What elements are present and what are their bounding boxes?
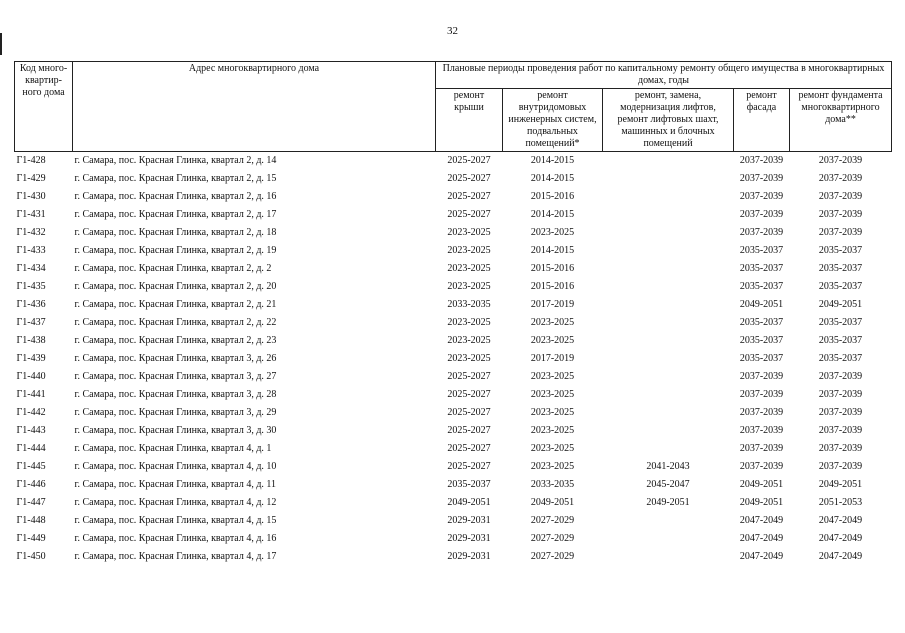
cell-code: Г1-433 [16, 245, 46, 256]
cell-elevators [603, 152, 734, 171]
cell-elevators [603, 332, 734, 350]
cell-engineering: 2017-2019 [530, 353, 575, 364]
cell-roof: 2023-2025 [447, 227, 491, 238]
cell-address: г. Самара, пос. Красная Глинка, квартал 4, д. 15 [74, 515, 277, 526]
table-row [15, 548, 892, 566]
cell-code: Г1-440 [16, 371, 46, 382]
cell-address: г. Самара, пос. Красная Глинка, квартал 2, д. 17 [74, 209, 277, 220]
cell-elevators [603, 278, 734, 296]
cell-engineering: 2015-2016 [530, 263, 575, 274]
table-row [15, 314, 892, 332]
cell-elevators: 2041-2043 [646, 461, 690, 472]
cell-elevators [603, 350, 734, 368]
cell-engineering: 2027-2029 [530, 515, 575, 526]
cell-code: Г1-437 [16, 317, 46, 328]
cell-elevators [603, 206, 734, 224]
cell-facade: 2037-2039 [739, 389, 784, 400]
cell-roof: 2025-2027 [447, 407, 491, 418]
header-elevators: ремонт, замена, модернизация лифтов, ремонт лифтовых шахт, машинных и блочных помещений [603, 89, 734, 152]
cell-foundation: 2035-2037 [818, 353, 863, 364]
cell-foundation: 2035-2037 [818, 335, 863, 346]
cell-engineering: 2023-2025 [530, 443, 575, 454]
cell-engineering: 2015-2016 [530, 281, 575, 292]
cell-engineering: 2014-2015 [530, 173, 575, 184]
cell-roof: 2023-2025 [447, 245, 491, 256]
cell-foundation: 2051-2053 [818, 497, 863, 508]
table-row [15, 458, 892, 476]
cell-roof: 2025-2027 [447, 173, 491, 184]
table-row [15, 530, 892, 548]
cell-elevators [603, 314, 734, 332]
cell-foundation: 2037-2039 [818, 209, 863, 220]
table-row [15, 278, 892, 296]
cell-elevators [603, 242, 734, 260]
cell-code: Г1-434 [16, 263, 46, 274]
header-foundation: ремонт фундамента многоквартирного дома** [790, 89, 892, 152]
cell-address: г. Самара, пос. Красная Глинка, квартал 2, д. 23 [74, 335, 277, 346]
cell-engineering: 2015-2016 [530, 191, 575, 202]
cell-facade: 2037-2039 [739, 443, 784, 454]
cell-address: г. Самара, пос. Красная Глинка, квартал 4, д. 12 [74, 497, 277, 508]
table-row [15, 494, 892, 512]
cell-elevators [603, 170, 734, 188]
cell-engineering: 2023-2025 [530, 389, 575, 400]
cell-facade: 2049-2051 [739, 497, 784, 508]
table-body [15, 152, 892, 567]
cell-roof: 2025-2027 [447, 155, 491, 166]
cell-facade: 2035-2037 [739, 335, 784, 346]
cell-engineering: 2023-2025 [530, 425, 575, 436]
cell-foundation: 2035-2037 [818, 263, 863, 274]
cell-engineering: 2023-2025 [530, 317, 575, 328]
table-row [15, 188, 892, 206]
cell-engineering: 2023-2025 [530, 407, 575, 418]
cell-elevators: 2049-2051 [646, 497, 690, 508]
cell-foundation: 2035-2037 [818, 281, 863, 292]
page-number: 32 [447, 25, 458, 37]
cell-roof: 2023-2025 [447, 281, 491, 292]
cell-elevators [603, 548, 734, 566]
header-facade: ремонт фасада [734, 89, 790, 152]
cell-foundation: 2035-2037 [818, 245, 863, 256]
cell-address: г. Самара, пос. Красная Глинка, квартал 2, д. 2 [74, 263, 272, 274]
cell-address: г. Самара, пос. Красная Глинка, квартал 3, д. 29 [74, 407, 277, 418]
table-row [15, 206, 892, 224]
cell-foundation: 2037-2039 [818, 443, 863, 454]
cell-code: Г1-450 [16, 551, 46, 562]
cell-foundation: 2037-2039 [818, 227, 863, 238]
cell-elevators [603, 530, 734, 548]
cell-facade: 2035-2037 [739, 281, 784, 292]
cell-code: Г1-435 [16, 281, 46, 292]
cell-roof: 2029-2031 [447, 515, 491, 526]
cell-elevators [603, 404, 734, 422]
cell-foundation: 2049-2051 [818, 299, 863, 310]
cell-foundation: 2037-2039 [818, 389, 863, 400]
cell-address: г. Самара, пос. Красная Глинка, квартал 4, д. 17 [74, 551, 277, 562]
cell-code: Г1-449 [16, 533, 46, 544]
table-row [15, 332, 892, 350]
cell-address: г. Самара, пос. Красная Глинка, квартал 2, д. 19 [74, 245, 277, 256]
cell-facade: 2037-2039 [739, 173, 784, 184]
cell-elevators [603, 512, 734, 530]
cell-engineering: 2023-2025 [530, 227, 575, 238]
cell-roof: 2025-2027 [447, 461, 491, 472]
cell-code: Г1-429 [16, 173, 46, 184]
cell-address: г. Самара, пос. Красная Глинка, квартал 3, д. 26 [74, 353, 277, 364]
cell-address: г. Самара, пос. Красная Глинка, квартал 2, д. 18 [74, 227, 277, 238]
cell-roof: 2025-2027 [447, 209, 491, 220]
cell-facade: 2037-2039 [739, 425, 784, 436]
table-row [15, 296, 892, 314]
cell-foundation: 2037-2039 [818, 407, 863, 418]
table-row [15, 350, 892, 368]
cell-code: Г1-448 [16, 515, 46, 526]
cell-code: Г1-443 [16, 425, 46, 436]
cell-foundation: 2037-2039 [818, 173, 863, 184]
cell-elevators [603, 188, 734, 206]
cell-address: г. Самара, пос. Красная Глинка, квартал 2, д. 16 [74, 191, 277, 202]
cell-facade: 2049-2051 [739, 299, 784, 310]
cell-facade: 2037-2039 [739, 191, 784, 202]
cell-foundation: 2037-2039 [818, 371, 863, 382]
cell-facade: 2047-2049 [739, 551, 784, 562]
cell-address: г. Самара, пос. Красная Глинка, квартал 3, д. 27 [74, 371, 277, 382]
cell-code: Г1-446 [16, 479, 46, 490]
cell-foundation: 2037-2039 [818, 461, 863, 472]
cell-roof: 2025-2027 [447, 389, 491, 400]
cell-facade: 2037-2039 [739, 371, 784, 382]
cell-facade: 2047-2049 [739, 515, 784, 526]
table-row [15, 242, 892, 260]
cell-address: г. Самара, пос. Красная Глинка, квартал 2, д. 22 [74, 317, 277, 328]
table-row [15, 170, 892, 188]
cell-roof: 2049-2051 [447, 497, 491, 508]
cell-roof: 2029-2031 [447, 551, 491, 562]
cell-foundation: 2049-2051 [818, 479, 863, 490]
cell-foundation: 2047-2049 [818, 533, 863, 544]
cell-roof: 2025-2027 [447, 443, 491, 454]
cell-code: Г1-430 [16, 191, 46, 202]
repair-schedule-table [14, 61, 892, 566]
cell-address: г. Самара, пос. Красная Глинка, квартал 2, д. 21 [74, 299, 277, 310]
cell-elevators [603, 440, 734, 458]
cell-elevators [603, 386, 734, 404]
cell-roof: 2023-2025 [447, 335, 491, 346]
cell-code: Г1-445 [16, 461, 46, 472]
cell-foundation: 2035-2037 [818, 317, 863, 328]
cell-roof: 2029-2031 [447, 533, 491, 544]
cell-code: Г1-441 [16, 389, 46, 400]
table-row [15, 260, 892, 278]
cell-engineering: 2023-2025 [530, 371, 575, 382]
cell-elevators [603, 422, 734, 440]
cell-facade: 2037-2039 [739, 155, 784, 166]
table-row [15, 512, 892, 530]
table-row [15, 404, 892, 422]
table-row [15, 386, 892, 404]
cell-roof: 2035-2037 [447, 479, 491, 490]
cell-roof: 2025-2027 [447, 191, 491, 202]
cell-roof: 2025-2027 [447, 425, 491, 436]
header-roof: ремонт крыши [436, 89, 503, 152]
cell-code: Г1-436 [16, 299, 46, 310]
cell-address: г. Самара, пос. Красная Глинка, квартал 4, д. 16 [74, 533, 277, 544]
table-row [15, 476, 892, 494]
cell-foundation: 2047-2049 [818, 551, 863, 562]
cell-code: Г1-438 [16, 335, 46, 346]
cell-foundation: 2037-2039 [818, 191, 863, 202]
header-code: Код много-квартир-ного дома [15, 62, 73, 152]
cell-facade: 2035-2037 [739, 263, 784, 274]
cell-address: г. Самара, пос. Красная Глинка, квартал 2, д. 15 [74, 173, 277, 184]
cell-facade: 2049-2051 [739, 479, 784, 490]
cell-foundation: 2037-2039 [818, 425, 863, 436]
cell-roof: 2023-2025 [447, 317, 491, 328]
cell-address: г. Самара, пос. Красная Глинка, квартал 2, д. 20 [74, 281, 277, 292]
cell-address: г. Самара, пос. Красная Глинка, квартал 3, д. 30 [74, 425, 277, 436]
cell-code: Г1-444 [16, 443, 46, 454]
cell-elevators: 2045-2047 [646, 479, 690, 490]
cell-engineering: 2014-2015 [530, 155, 575, 166]
cell-roof: 2025-2027 [447, 371, 491, 382]
cell-facade: 2037-2039 [739, 227, 784, 238]
cell-engineering: 2023-2025 [530, 335, 575, 346]
cell-code: Г1-431 [16, 209, 46, 220]
cell-facade: 2047-2049 [739, 533, 784, 544]
table-row [15, 224, 892, 242]
cell-address: г. Самара, пос. Красная Глинка, квартал 3, д. 28 [74, 389, 277, 400]
cell-facade: 2037-2039 [739, 209, 784, 220]
header-periods: Плановые периоды проведения работ по капитальному ремонту общего имущества в многоквартирных домах, годы [436, 62, 892, 89]
cell-facade: 2037-2039 [739, 461, 784, 472]
cell-code: Г1-428 [16, 155, 46, 166]
cell-foundation: 2047-2049 [818, 515, 863, 526]
cell-elevators [603, 260, 734, 278]
cell-facade: 2035-2037 [739, 245, 784, 256]
cell-facade: 2035-2037 [739, 353, 784, 364]
cell-address: г. Самара, пос. Красная Глинка, квартал 2, д. 14 [74, 155, 277, 166]
cell-elevators [603, 296, 734, 314]
cell-facade: 2035-2037 [739, 317, 784, 328]
cell-elevators [603, 368, 734, 386]
table-row [15, 440, 892, 458]
cell-engineering: 2023-2025 [530, 461, 575, 472]
cell-elevators [603, 224, 734, 242]
table-row [15, 422, 892, 440]
cell-engineering: 2027-2029 [530, 551, 575, 562]
cell-address: г. Самара, пос. Красная Глинка, квартал 4, д. 11 [74, 479, 277, 490]
header-engineering: ремонт внутридомовых инженерных систем, подвальных помещений* [503, 89, 603, 152]
cell-engineering: 2027-2029 [530, 533, 575, 544]
cell-code: Г1-442 [16, 407, 46, 418]
header-address: Адрес многоквартирного дома [73, 62, 436, 152]
cell-address: г. Самара, пос. Красная Глинка, квартал 4, д. 10 [74, 461, 277, 472]
cell-engineering: 2017-2019 [530, 299, 575, 310]
cell-address: г. Самара, пос. Красная Глинка, квартал 4, д. 1 [74, 443, 272, 454]
cell-engineering: 2014-2015 [530, 209, 575, 220]
cell-facade: 2037-2039 [739, 407, 784, 418]
cell-code: Г1-432 [16, 227, 46, 238]
cell-engineering: 2049-2051 [530, 497, 575, 508]
cell-roof: 2023-2025 [447, 263, 491, 274]
cell-code: Г1-447 [16, 497, 46, 508]
table-row [15, 152, 892, 171]
margin-line [0, 33, 2, 55]
cell-code: Г1-439 [16, 353, 46, 364]
cell-roof: 2023-2025 [447, 353, 491, 364]
table-row [15, 368, 892, 386]
cell-engineering: 2014-2015 [530, 245, 575, 256]
cell-foundation: 2037-2039 [818, 155, 863, 166]
cell-roof: 2033-2035 [447, 299, 491, 310]
cell-engineering: 2033-2035 [530, 479, 575, 490]
table-header [15, 62, 892, 152]
